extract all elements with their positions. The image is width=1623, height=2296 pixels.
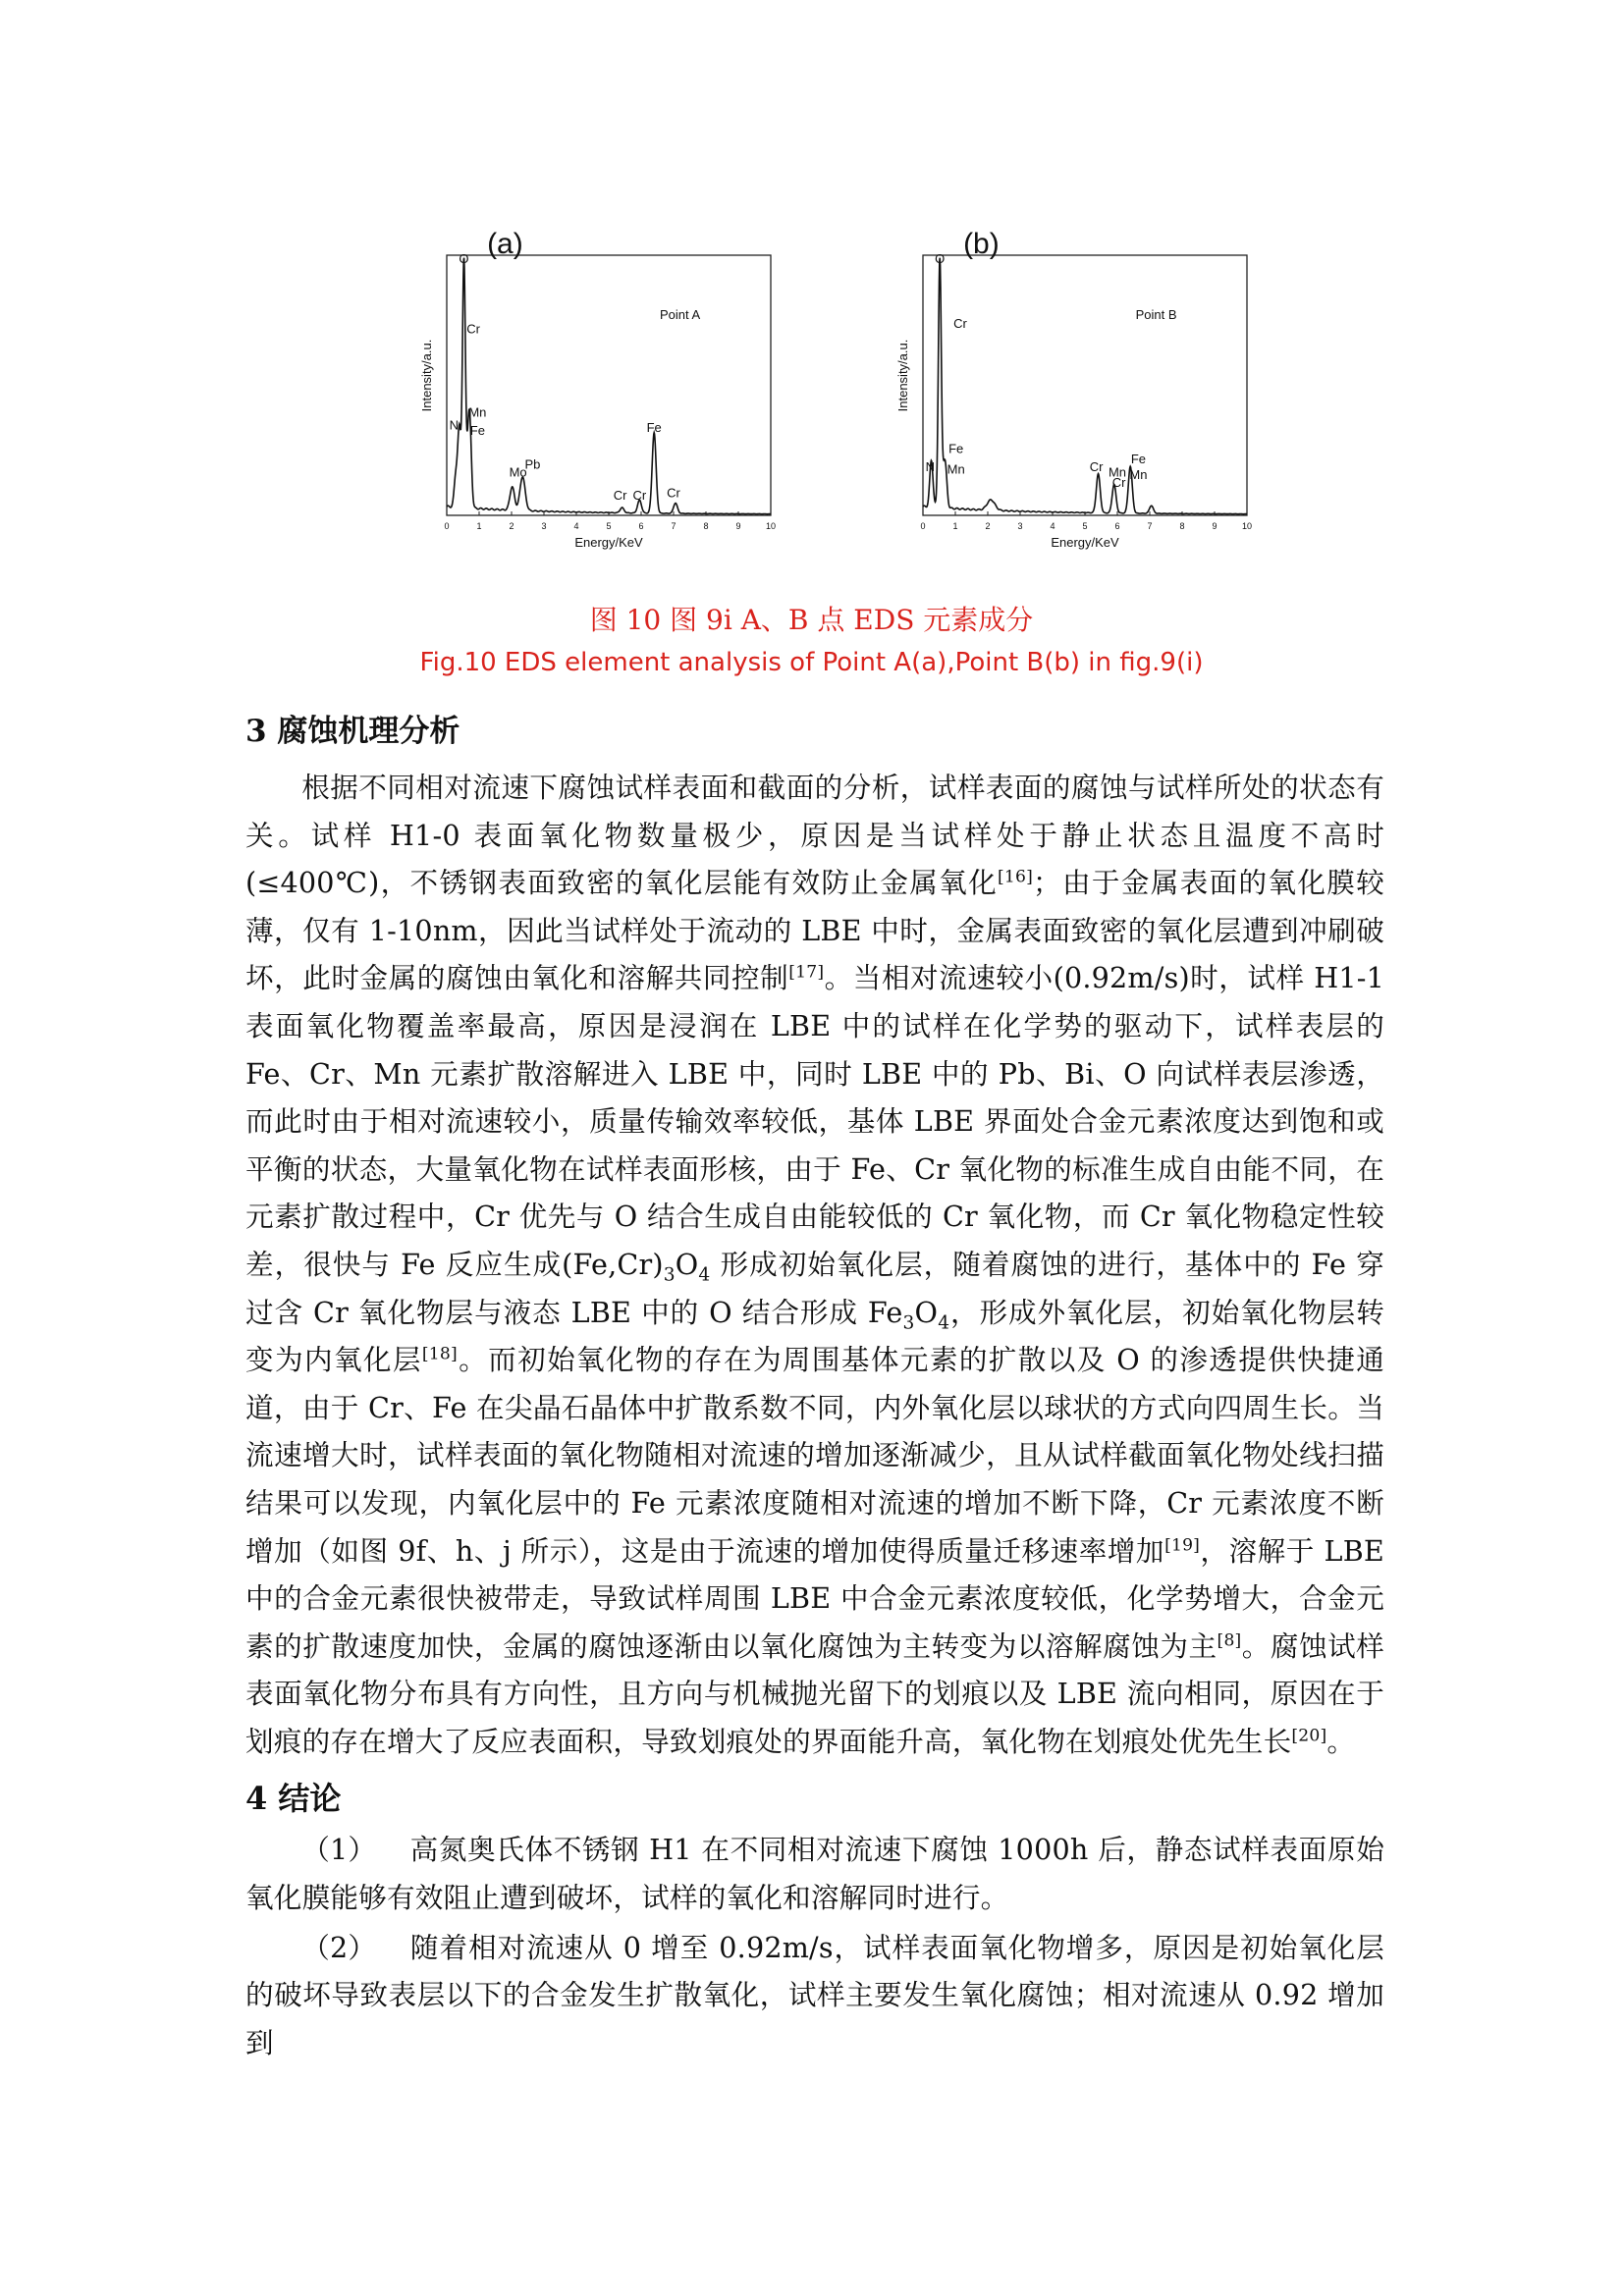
eds-spectrum-chart bbox=[407, 221, 839, 555]
panel-label: (a) bbox=[487, 228, 523, 260]
citation-ref: [8] bbox=[1217, 1630, 1242, 1651]
subscript: 3 bbox=[902, 1312, 915, 1334]
paragraph-text: O bbox=[675, 1247, 699, 1281]
x-tick-label: 0 bbox=[444, 521, 450, 531]
eds-spectrum-chart bbox=[884, 221, 1316, 555]
figure-caption-en: Fig.10 EDS element analysis of Point A(a),Point B(b) in fig.9(i) bbox=[419, 648, 1204, 677]
conclusion-item-2 bbox=[245, 1924, 1384, 2067]
panel-label: (b) bbox=[963, 228, 1000, 260]
x-tick-label: 4 bbox=[1050, 521, 1055, 531]
paragraph-text: 形成初始氧化层，随着腐蚀的进行，基体中的 Fe 穿过含 Cr 氧化物层与液态 LBE 中的 O 结合形成 Fe bbox=[245, 1247, 1384, 1329]
plot-frame bbox=[923, 255, 1247, 515]
x-tick-label: 4 bbox=[573, 521, 579, 531]
peak-label: Fe bbox=[646, 420, 662, 436]
x-tick-label: 7 bbox=[1147, 521, 1153, 531]
paragraph-text: ；由于金属表面的氧化膜较薄，仅有 1-10nm，因此当试样处于流动的 LBE 中时，金属表面致密的氧化层遭到冲刷破坏，此时金属的腐蚀由氧化和溶解共同控制 bbox=[245, 866, 1384, 995]
x-tick-label: 7 bbox=[671, 521, 676, 531]
spectrum-line bbox=[923, 258, 1247, 514]
conclusion-item-number: （1） bbox=[301, 1833, 377, 1867]
peak-label: N bbox=[925, 458, 935, 474]
conclusion-item-number: （2） bbox=[301, 1930, 377, 1964]
peak-label: Mn bbox=[947, 461, 965, 477]
x-tick-label: 9 bbox=[735, 521, 741, 531]
x-tick-label: 3 bbox=[1017, 521, 1023, 531]
paragraph-text: 。 bbox=[1326, 1724, 1356, 1758]
peak-label: Cr bbox=[1089, 458, 1104, 474]
peak-label: Mn bbox=[468, 404, 487, 420]
x-tick-label: 10 bbox=[765, 521, 777, 531]
point-annotation: Point A bbox=[659, 307, 701, 322]
peak-label: Mo bbox=[509, 464, 527, 480]
y-axis-label: Intensity/a.u. bbox=[419, 339, 434, 412]
y-axis-label: Intensity/a.u. bbox=[895, 339, 910, 412]
x-tick-label: 10 bbox=[1241, 521, 1253, 531]
peak-label: Cr bbox=[1111, 474, 1126, 490]
x-tick-label: 0 bbox=[920, 521, 926, 531]
plot-frame bbox=[447, 255, 771, 515]
x-tick-label: 6 bbox=[638, 521, 644, 531]
peak-label: Fe bbox=[948, 441, 964, 456]
eds-figure bbox=[0, 0, 1623, 687]
peak-label: Fe bbox=[1130, 452, 1147, 466]
x-tick-label: 9 bbox=[1212, 521, 1217, 531]
citation-ref: [17] bbox=[788, 962, 825, 983]
citation-ref: [19] bbox=[1164, 1534, 1201, 1555]
peak-label: Cr bbox=[613, 488, 627, 504]
x-tick-label: 1 bbox=[476, 521, 482, 531]
x-tick-label: 2 bbox=[509, 521, 514, 531]
paragraph-text: 。当相对流速较小(0.92m/s)时，试样 H1-1 表面氧化物覆盖率最高，原因是浸润在 LBE 中的试样在化学势的驱动下，试样表层的 Fe、Cr、Mn 元素扩散溶解进入 LBE 中，同时 LBE 中的 Pb、Bi、O 向试样表层渗透，而此时由于相对流速较小，质量传输效率较低，基体 LBE 界面处合金元素浓度达到饱和或平衡的状态，大量氧化物在试样表面形核，由于 Fe、Cr 氧化物的标准生成自由能不同，在元素扩散过程中，Cr 优先与 O 结合生成自由能较低的 Cr 氧化物，而 Cr 氧化物稳定性较差，很快与 Fe 反应生成(Fe,Cr) bbox=[245, 961, 1384, 1281]
peak-label: Pb bbox=[524, 456, 541, 472]
spectrum-line bbox=[447, 258, 771, 514]
peak-label: O bbox=[935, 250, 946, 266]
citation-ref: [18] bbox=[421, 1344, 458, 1364]
paragraph-text: ，溶解于 LBE 中的合金元素很快被带走，导致试样周围 LBE 中合金元素浓度较低，化学势增大，合金元素的扩散速度加快，金属的腐蚀逐渐由以氧化腐蚀为主转变为以溶解腐蚀为主 bbox=[245, 1533, 1384, 1663]
paragraph-text: ，形成外氧化层，初始氧化物层转变为内氧化层 bbox=[245, 1295, 1384, 1377]
peak-label: Fe bbox=[469, 422, 485, 438]
x-tick-label: 8 bbox=[1179, 521, 1185, 531]
eds-panel-a bbox=[407, 221, 839, 555]
x-axis-label: Energy/KeV bbox=[1051, 535, 1119, 550]
conclusion-item-1 bbox=[245, 1826, 1384, 1921]
point-annotation: Point B bbox=[1135, 307, 1177, 322]
x-tick-label: 6 bbox=[1114, 521, 1120, 531]
peak-label: Cr bbox=[632, 488, 647, 504]
citation-ref: [20] bbox=[1291, 1726, 1327, 1746]
subscript: 4 bbox=[698, 1264, 711, 1286]
figure-caption-cn: 图 10 图 9i A、B 点 EDS 元素成分 bbox=[589, 604, 1034, 636]
peak-label: Mn bbox=[1108, 464, 1127, 480]
peak-label: Cr bbox=[953, 316, 967, 332]
peak-label: Mn bbox=[1129, 466, 1148, 482]
paper-body bbox=[245, 699, 1384, 2066]
conclusion-item-text: 随着相对流速从 0 增至 0.92m/s，试样表面氧化物增多，原因是初始氧化层的破坏导致表层以下的合金发生扩散氧化，试样主要发生氧化腐蚀；相对流速从 0.92 增加到 bbox=[245, 1930, 1384, 2059]
eds-panel-b bbox=[884, 221, 1316, 555]
peak-label: O bbox=[459, 250, 469, 266]
x-axis-label: Energy/KeV bbox=[574, 535, 643, 550]
paragraph-text: 根据不同相对流速下腐蚀试样表面和截面的分析，试样表面的腐蚀与试样所处的状态有关。试样 H1-0 表面氧化物数量极少，原因是当试样处于静止状态且温度不高时(≤400℃)，不锈钢表面致密的氧化层能有效防止金属氧化 bbox=[245, 771, 1384, 900]
x-tick-label: 3 bbox=[541, 521, 547, 531]
x-tick-label: 8 bbox=[703, 521, 709, 531]
x-tick-label: 5 bbox=[1082, 521, 1088, 531]
section-4-heading: 4 结论 bbox=[245, 1780, 342, 1818]
conclusion-item-text: 高氮奥氏体不锈钢 H1 在不同相对流速下腐蚀 1000h 后，静态试样表面原始氧化膜能够有效阻止遭到破坏，试样的氧化和溶解同时进行。 bbox=[245, 1833, 1384, 1915]
subscript: 4 bbox=[938, 1312, 950, 1334]
x-tick-label: 2 bbox=[985, 521, 991, 531]
paragraph-text: 。而初始氧化物的存在为周围基体元素的扩散以及 O 的渗透提供快捷通道，由于 Cr、Fe 在尖晶石晶体中扩散系数不同，内外氧化层以球状的方式向四周生长。当流速增大时，试样表面的氧化物随相对流速的增加逐渐减少，且从试样截面氧化物处线扫描结果可以发现，内氧化层中的 Fe 元素浓度随相对流速的增加不断下降，Cr 元素浓度不断增加（如图 9f、h、j 所示），这是由于流速的增加使得质量迁移速率增加 bbox=[245, 1343, 1384, 1568]
x-tick-label: 1 bbox=[952, 521, 958, 531]
peak-label: Cr bbox=[466, 321, 480, 337]
peak-label: N bbox=[449, 417, 459, 433]
section-3-paragraph bbox=[245, 764, 1384, 1765]
section-3-heading: 3 腐蚀机理分析 bbox=[245, 714, 460, 749]
x-tick-label: 5 bbox=[606, 521, 612, 531]
paragraph-text: 。腐蚀试样表面氧化物分布具有方向性，且方向与机械抛光留下的划痕以及 LBE 流向相同，原因在于划痕的存在增大了反应表面积，导致划痕处的界面能升高，氧化物在划痕处优先生长 bbox=[245, 1629, 1384, 1758]
peak-label: Cr bbox=[667, 485, 680, 501]
paragraph-text: O bbox=[914, 1295, 939, 1329]
subscript: 3 bbox=[663, 1264, 676, 1286]
citation-ref: [16] bbox=[998, 867, 1034, 887]
